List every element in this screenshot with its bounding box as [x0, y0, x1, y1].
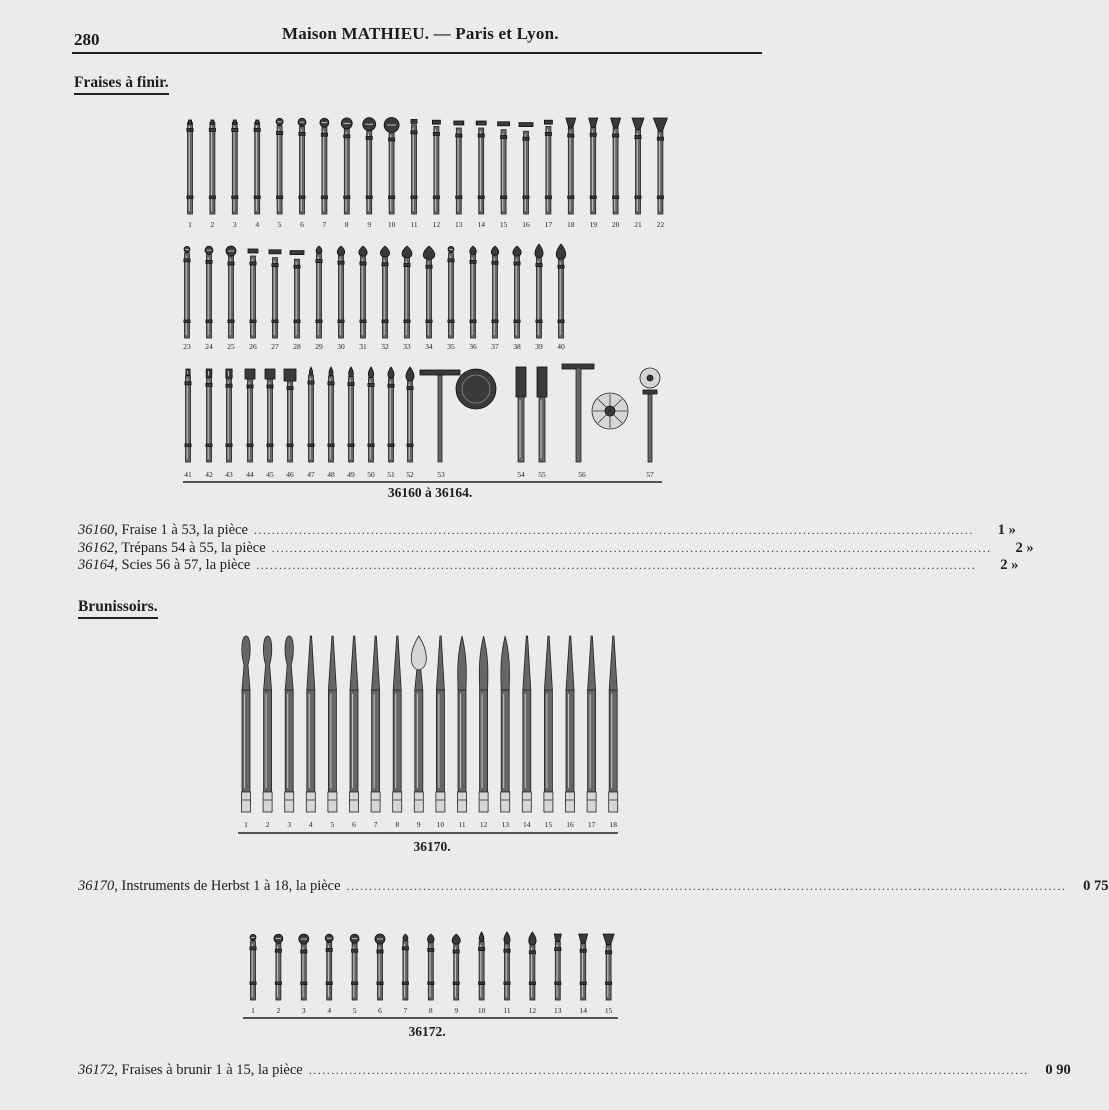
bur-number-29: 29 [315, 342, 323, 351]
polish-bur-number-4: 4 [327, 1006, 332, 1015]
page-number: 280 [74, 30, 100, 49]
bur-polish-1 [250, 934, 256, 1000]
figure-caption-36170: 36170. [413, 839, 451, 854]
polish-bur-number-15: 15 [604, 1006, 613, 1015]
bur-number-22: 22 [656, 220, 665, 229]
bur-number-34: 34 [425, 342, 433, 351]
burnisher-number-7: 7 [373, 820, 378, 829]
burnisher-number-8: 8 [395, 820, 400, 829]
bur-number-55: 55 [538, 470, 546, 479]
section-title-fraises: Fraises à finir. [74, 74, 169, 95]
burnisher-number-17: 17 [587, 820, 596, 829]
entry-price: 2 » [1015, 540, 1034, 556]
burnisher-number-2: 2 [265, 820, 270, 829]
page-header-title: Maison MATHIEU. — Paris et Lyon. [282, 24, 559, 43]
bur-number-49: 49 [347, 470, 355, 479]
price-entry-36172 [78, 1062, 1071, 1079]
leader-dots: ................................................................................................................................................................ [346, 879, 1067, 893]
figure-caption-36160: 36160 à 36164. [387, 485, 473, 500]
bur-number-53: 53 [437, 470, 445, 479]
entry-code: 36162 [78, 540, 115, 556]
bur-number-5: 5 [277, 220, 282, 229]
bur-number-2: 2 [210, 220, 215, 229]
bur-polish-10 [479, 932, 485, 1000]
bur-number-26: 26 [249, 342, 257, 351]
bur-number-32: 32 [381, 342, 389, 351]
bur-number-15: 15 [499, 220, 508, 229]
bur-polish-8 [427, 934, 434, 1000]
burnisher-number-4: 4 [308, 820, 313, 829]
polish-bur-number-7: 7 [403, 1006, 408, 1015]
entry-description: , Fraises à brunir 1 à 15, la pièce [114, 1062, 303, 1078]
burnisher-number-3: 3 [287, 820, 292, 829]
leader-dots: ................................................................................................................................................................ [271, 541, 992, 555]
bur-polish-4 [325, 934, 333, 1000]
bur-number-9: 9 [367, 220, 372, 229]
polish-bur-number-3: 3 [301, 1006, 306, 1015]
entry-price: 2 » [1000, 557, 1019, 573]
bur-polish-11 [504, 932, 510, 1000]
bur-number-38: 38 [513, 342, 521, 351]
bur-number-12: 12 [432, 220, 441, 229]
bur-number-41: 41 [184, 470, 192, 479]
bur-polish-5 [350, 934, 359, 1000]
bur-number-51: 51 [387, 470, 395, 479]
bur-number-30: 30 [337, 342, 345, 351]
bur-number-56: 56 [578, 470, 586, 479]
burnisher-number-9: 9 [416, 820, 421, 829]
bur-number-4: 4 [255, 220, 260, 229]
bur-polish-9 [452, 934, 460, 1000]
bur-number-45: 45 [266, 470, 274, 479]
burnisher-number-5: 5 [330, 820, 335, 829]
bur-number-40: 40 [557, 342, 565, 351]
bur-polish-6 [375, 934, 385, 1000]
burnisher-number-1: 1 [244, 820, 248, 829]
bur-number-31: 31 [359, 342, 367, 351]
bur-number-18: 18 [567, 220, 575, 229]
bur-polish-12 [529, 932, 536, 1000]
entry-price: 0 75 [1083, 878, 1109, 894]
bur-number-20: 20 [611, 220, 620, 229]
bur-number-47: 47 [307, 470, 315, 479]
entry-code: 36170 [78, 878, 115, 894]
bur-number-54: 54 [517, 470, 525, 479]
polish-bur-number-1: 1 [251, 1006, 255, 1015]
bur-polish-7 [402, 934, 408, 1000]
bur-number-21: 21 [634, 220, 642, 229]
bur-number-11: 11 [410, 220, 418, 229]
burnisher-number-6: 6 [352, 820, 356, 829]
bur-number-6: 6 [300, 220, 304, 229]
entry-description: , Fraise 1 à 53, la pièce [114, 522, 248, 538]
figure-caption-36172: 36172. [408, 1024, 446, 1039]
bur-number-35: 35 [447, 342, 455, 351]
burnisher-number-12: 12 [479, 820, 488, 829]
bur-number-42: 42 [205, 470, 213, 479]
bur-number-36: 36 [469, 342, 477, 351]
polish-bur-number-8: 8 [428, 1006, 433, 1015]
polish-bur-number-14: 14 [579, 1006, 587, 1015]
burnisher-number-11: 11 [458, 820, 466, 829]
burnisher-number-16: 16 [566, 820, 574, 829]
bur-number-17: 17 [544, 220, 553, 229]
polish-bur-number-2: 2 [276, 1006, 281, 1015]
bur-polish-3 [299, 934, 309, 1000]
bur-number-10: 10 [387, 220, 396, 229]
polish-bur-number-9: 9 [454, 1006, 459, 1015]
entry-description: , Instruments de Herbst 1 à 18, la pièce [114, 878, 341, 894]
burnisher-number-14: 14 [523, 820, 531, 829]
bur-number-57: 57 [646, 470, 654, 479]
burnisher-number-13: 13 [501, 820, 509, 829]
bur-number-3: 3 [232, 220, 237, 229]
bur-number-50: 50 [367, 470, 375, 479]
entry-description: , Scies 56 à 57, la pièce [114, 557, 251, 573]
polish-bur-number-11: 11 [503, 1006, 511, 1015]
polish-bur-number-13: 13 [554, 1006, 562, 1015]
burnisher-number-10: 10 [436, 820, 445, 829]
polish-bur-number-10: 10 [477, 1006, 486, 1015]
burnisher-number-18: 18 [609, 820, 617, 829]
entry-code: 36172 [78, 1062, 115, 1078]
polish-bur-number-6: 6 [378, 1006, 382, 1015]
bur-number-48: 48 [327, 470, 335, 479]
bur-number-1: 1 [188, 220, 192, 229]
entry-price: 1 » [997, 522, 1016, 538]
bur-number-13: 13 [455, 220, 463, 229]
entry-code: 36160 [78, 522, 115, 538]
bur-number-8: 8 [344, 220, 349, 229]
bur-number-37: 37 [491, 342, 499, 351]
bur-number-19: 19 [589, 220, 597, 229]
bur-number-16: 16 [522, 220, 530, 229]
bur-polish-15 [603, 934, 614, 1000]
bur-number-33: 33 [403, 342, 411, 351]
bur-number-24: 24 [205, 342, 213, 351]
bur-number-44: 44 [246, 470, 254, 479]
bur-polish-2 [274, 934, 283, 1000]
bur-number-7: 7 [322, 220, 327, 229]
bur-number-28: 28 [293, 342, 301, 351]
leader-dots: ................................................................................................................................................................ [308, 1063, 1029, 1077]
bur-number-46: 46 [286, 470, 294, 479]
bur-number-52: 52 [406, 470, 414, 479]
bur-number-23: 23 [183, 342, 191, 351]
burnisher-number-15: 15 [544, 820, 553, 829]
leader-dots: ................................................................................................................................................................ [253, 523, 974, 537]
leader-dots: ................................................................................................................................................................ [256, 558, 977, 572]
bur-number-39: 39 [535, 342, 543, 351]
bur-number-43: 43 [225, 470, 233, 479]
entry-code: 36164 [78, 557, 115, 573]
section-title-brunissoirs: Brunissoirs. [78, 598, 158, 619]
polish-bur-number-12: 12 [528, 1006, 537, 1015]
bur-number-27: 27 [271, 342, 279, 351]
polish-bur-number-5: 5 [352, 1006, 357, 1015]
bur-polish-14 [579, 934, 588, 1000]
entry-description: , Trépans 54 à 55, la pièce [114, 540, 266, 556]
bur-polish-13 [554, 934, 561, 1000]
entry-price: 0 90 [1045, 1062, 1071, 1078]
bur-number-14: 14 [477, 220, 485, 229]
bur-number-25: 25 [227, 342, 235, 351]
